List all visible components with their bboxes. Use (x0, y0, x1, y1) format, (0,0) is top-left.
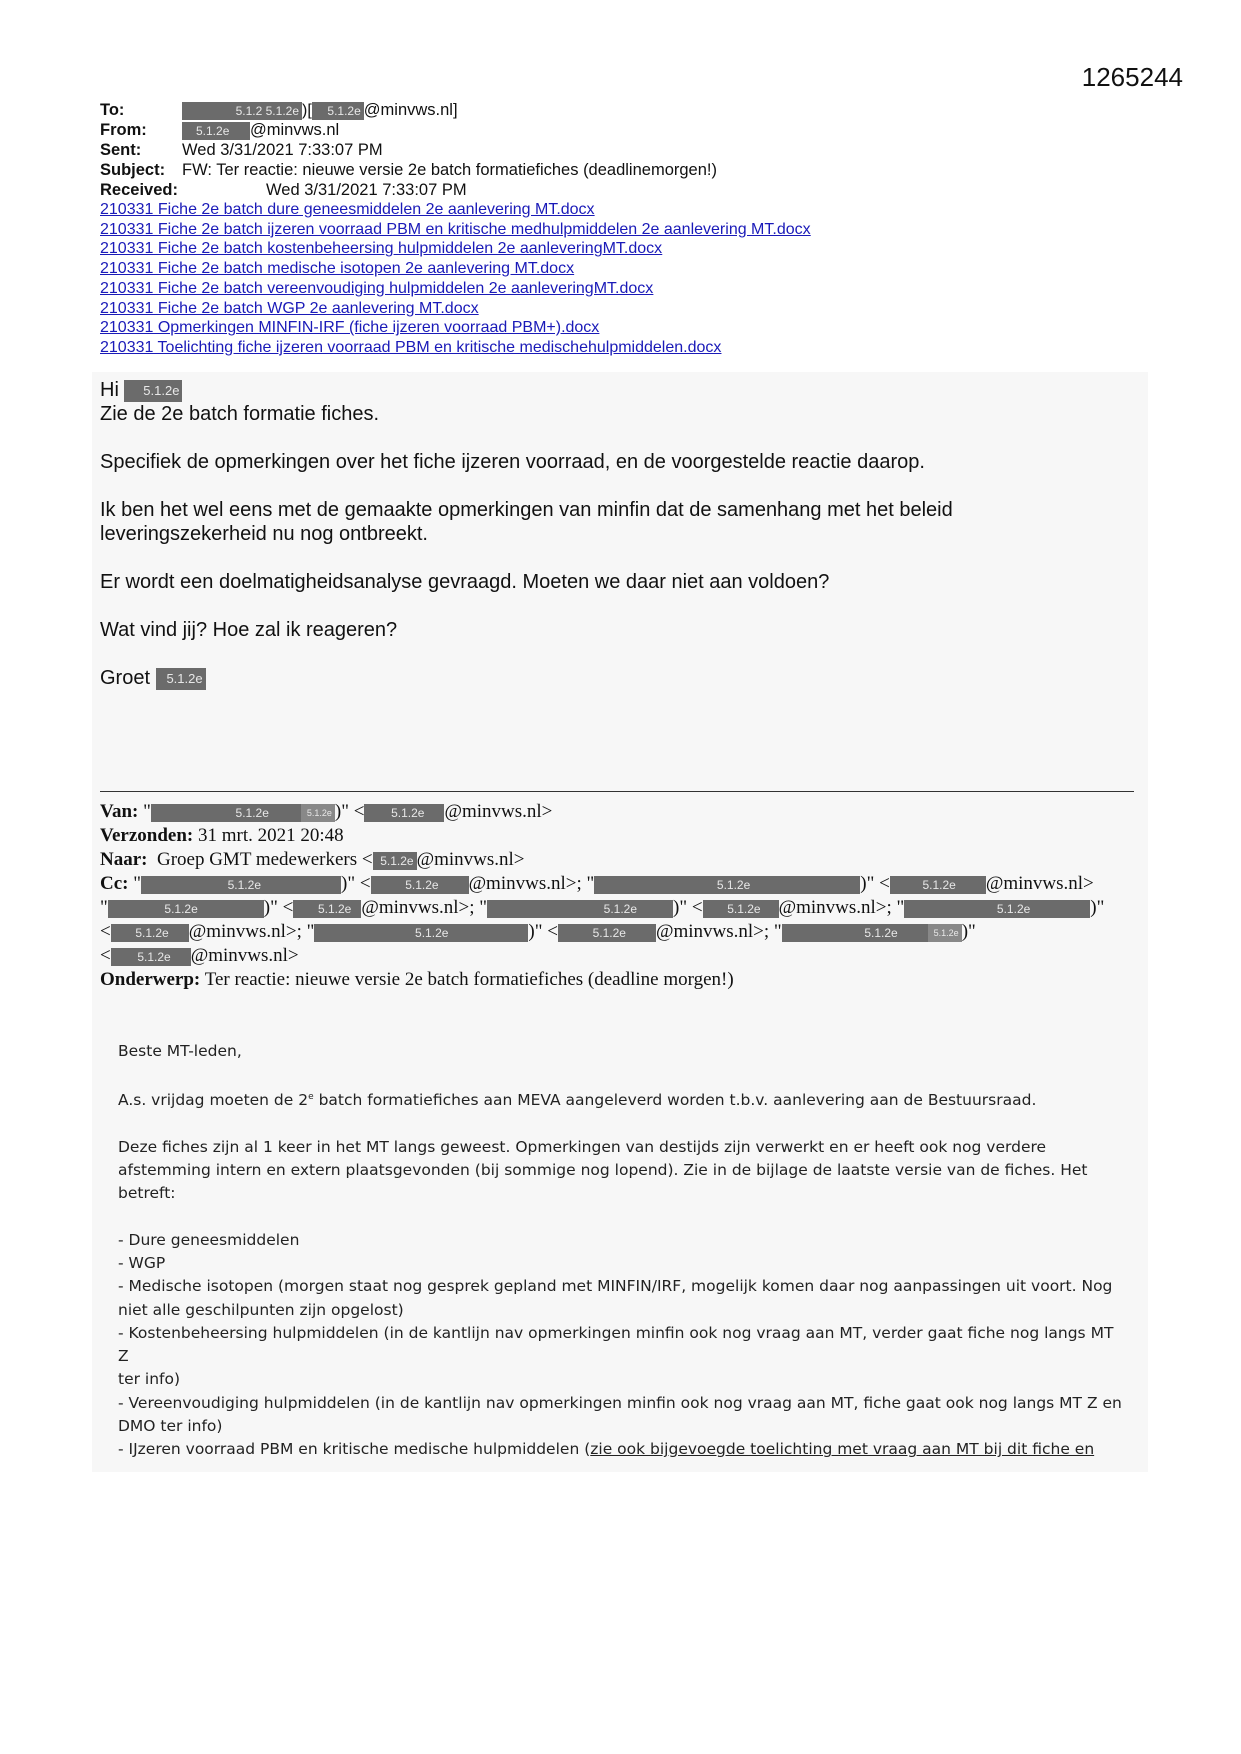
redaction: 5.1.2e (124, 380, 182, 402)
inner-paragraph: Deze fiches zijn al 1 keer in het MT langs geweest. Opmerkingen van destijds zijn verwerkt en er heeft ook nog verdere (118, 1137, 1047, 1156)
document-number: 1265244 (1081, 62, 1183, 92)
redaction: 5.1.2e (151, 804, 301, 822)
email-domain: @minvws.nl> (985, 873, 1094, 894)
redaction: 5.1.2e (111, 924, 189, 942)
closing: Groet (100, 667, 151, 689)
email-domain: @minvws.nl>; " (468, 873, 595, 894)
naar-row (100, 848, 1140, 872)
redaction: 5.1.2e (703, 900, 779, 918)
redaction: 5.1.2e (782, 924, 928, 942)
sent-row (100, 140, 1000, 160)
cc-row-1: Cc: " 5.1.2e )" < 5.1.2e @minvws.nl>; " 5.1.2e )" < 5.1.2e @minvws.nl> (100, 873, 1094, 894)
message-paragraph: Ik ben het wel eens met de gemaakte opmerkingen van minfin dat de samenhang met het beleid (100, 499, 953, 521)
message-body (100, 378, 1100, 690)
redaction: 5.1.2e (156, 668, 206, 690)
cc-row-2: " 5.1.2e )" < 5.1.2e @minvws.nl>; " 5.1.2e )" < 5.1.2e @minvws.nl>; " 5.1.2e )" (100, 897, 1105, 918)
onderwerp-label: Onderwerp: (100, 969, 201, 990)
to-label: To: (100, 101, 125, 119)
email-domain: @minvws.nl>; " (188, 921, 315, 942)
attachment-link[interactable]: 210331 Fiche 2e batch ijzeren voorraad PBM en kritische medhulpmiddelen 2e aanlevering MT.docx (100, 220, 811, 238)
redaction: 5.1.2e (487, 900, 673, 918)
from-label: From: (100, 121, 147, 139)
attachment-link[interactable]: 210331 Opmerkingen MINFIN-IRF (fiche ijzeren voorraad PBM+).docx (100, 319, 600, 337)
redaction: 5.1.2e (108, 900, 264, 918)
inner-paragraph: A.s. vrijdag moeten de 2e batch formatiefiches aan MEVA aangeleverd worden t.b.v. aanlevering aan de Bestuursraad. (118, 1091, 1037, 1110)
message-line: Zie de 2e batch formatie fiches. (100, 403, 380, 425)
list-item: - Vereenvoudiging hulpmiddelen (in de kantlijn nav opmerkingen minfin ook nog vraag aan MT, fiche gaat ook nog langs MT Z en (118, 1393, 1122, 1412)
redaction: 5.1.2 5.1.2e (182, 102, 302, 120)
list-item: ter info) (118, 1370, 181, 1389)
cc-label: Cc: (100, 873, 129, 894)
verzonden-value: 31 mrt. 2021 20:48 (198, 825, 344, 846)
cc-row-4: < 5.1.2e @minvws.nl> (100, 945, 299, 966)
email-domain: @minvws.nl>; " (655, 921, 782, 942)
greeting: Hi (100, 379, 119, 401)
naar-label: Naar: (100, 849, 148, 870)
attachment-link[interactable]: 210331 Fiche 2e batch vereenvoudiging hulpmiddelen 2e aanleveringMT.docx (100, 279, 654, 297)
email-header (100, 100, 1000, 200)
sent-value: Wed 3/31/2021 7:33:07 PM (182, 141, 383, 159)
inner-paragraph: betreft: (118, 1184, 176, 1203)
redaction: 5.1.2e (904, 900, 1090, 918)
cc-row-3: < 5.1.2e @minvws.nl>; " 5.1.2e )" < 5.1.2e @minvws.nl>; " 5.1.2e 5.1.2e )" (100, 921, 976, 942)
redaction: 5.1.2e (594, 876, 860, 894)
list-item: DMO ter info) (118, 1417, 223, 1436)
attachment-link[interactable]: 210331 Fiche 2e batch medische isotopen 2e aanlevering MT.docx (100, 260, 575, 278)
to-row: To: 5.1.2 5.1.2e )[ 5.1.2e @minvws.nl] (100, 101, 458, 119)
attachment-list (100, 200, 811, 358)
received-value: Wed 3/31/2021 7:33:07 PM (266, 181, 467, 199)
naar-value: Groep GMT medewerkers < (156, 849, 373, 870)
redaction: 5.1.2e (558, 924, 656, 942)
sent-label: Sent: (100, 141, 142, 159)
email-domain: @minvws.nl>; " (361, 897, 488, 918)
redaction: 5.1.2e (364, 804, 444, 822)
list-item: - WGP (118, 1253, 166, 1272)
redaction: 5.1.2e (314, 924, 528, 942)
redaction: 5.1.2e (182, 122, 250, 140)
list-item: - Kostenbeheersing hulpmiddelen (in de kantlijn nav opmerkingen minfin ook nog vraag aan MT, verder gaat fiche nog langs MT Z (118, 1323, 1114, 1366)
list-item: - Dure geneesmiddelen (118, 1230, 300, 1249)
subject-row (100, 160, 1000, 180)
email-domain: @minvws.nl> (416, 849, 525, 870)
redaction: 5.1.2e (371, 876, 469, 894)
redaction: 5.1.2e (890, 876, 986, 894)
redaction: 5.1.2e (373, 852, 417, 870)
message-paragraph: Specifiek de opmerkingen over het fiche ijzeren voorraad, en de voorgestelde reactie daarop. (100, 451, 925, 473)
email-domain: @minvws.nl> (444, 801, 553, 822)
from-row (100, 120, 1000, 140)
message-paragraph: Wat vind jij? Hoe zal ik reageren? (100, 619, 398, 641)
email-domain: @minvws.nl>; " (778, 897, 905, 918)
forward-header (100, 800, 1140, 992)
forwarded-message (118, 1040, 1128, 1462)
redaction: 5.1.2e (293, 900, 361, 918)
from-value: @minvws.nl (250, 121, 340, 139)
inner-paragraph: afstemming intern en extern plaatsgevonden (bij sommige nog lopend). Zie in de bijlage de laatste versie van de fiches. Het (118, 1161, 1088, 1180)
redaction: 5.1.2e (312, 102, 364, 120)
redaction: 5.1.2e (111, 948, 191, 966)
list-item: niet alle geschilpunten zijn opgelost) (118, 1300, 404, 1319)
received-row (100, 180, 1000, 200)
redaction: 5.1.2e (301, 804, 335, 822)
message-paragraph: leveringszekerheid nu nog ontbreekt. (100, 523, 428, 545)
attachment-link[interactable]: 210331 Fiche 2e batch WGP 2e aanlevering MT.docx (100, 299, 479, 317)
van-label: Van: (100, 801, 139, 822)
list-item: - IJzeren voorraad PBM en kritische medische hulpmiddelen (zie ook bijgevoegde toelichting met vraag aan MT bij dit fiche en (118, 1440, 1095, 1459)
to-value: @minvws.nl] (363, 101, 458, 119)
salutation: Beste MT-leden, (118, 1042, 242, 1060)
verzonden-label: Verzonden: (100, 825, 194, 846)
received-label: Received: (100, 181, 178, 199)
onderwerp-value: Ter reactie: nieuwe versie 2e batch formatiefiches (deadline morgen!) (204, 969, 734, 990)
attachment-link[interactable]: 210331 Toelichting fiche ijzeren voorraad PBM en kritische medischehulpmiddelen.docx (100, 338, 722, 356)
subject-value: FW: Ter reactie: nieuwe versie 2e batch formatiefiches (deadlinemorgen!) (182, 161, 717, 179)
redaction: 5.1.2e (141, 876, 341, 894)
message-paragraph: Er wordt een doelmatigheidsanalyse gevraagd. Moeten we daar niet aan voldoen? (100, 571, 830, 593)
verzonden-row (100, 824, 1140, 848)
separator-line (100, 791, 1134, 792)
email-domain: @minvws.nl> (190, 945, 299, 966)
list-item: - Medische isotopen (morgen staat nog gesprek gepland met MINFIN/IRF, mogelijk komen daar nog aanpassingen uit voort. Nog (118, 1277, 1113, 1296)
subject-label: Subject: (100, 161, 166, 179)
onderwerp-row (100, 968, 1140, 992)
attachment-link[interactable]: 210331 Fiche 2e batch dure geneesmiddelen 2e aanlevering MT.docx (100, 201, 595, 218)
van-row: Van: " 5.1.2e 5.1.2e )" < 5.1.2e @minvws.nl> (100, 801, 553, 822)
attachment-link[interactable]: 210331 Fiche 2e batch kostenbeheersing hulpmiddelen 2e aanleveringMT.docx (100, 240, 663, 258)
redaction: 5.1.2e (928, 924, 962, 942)
